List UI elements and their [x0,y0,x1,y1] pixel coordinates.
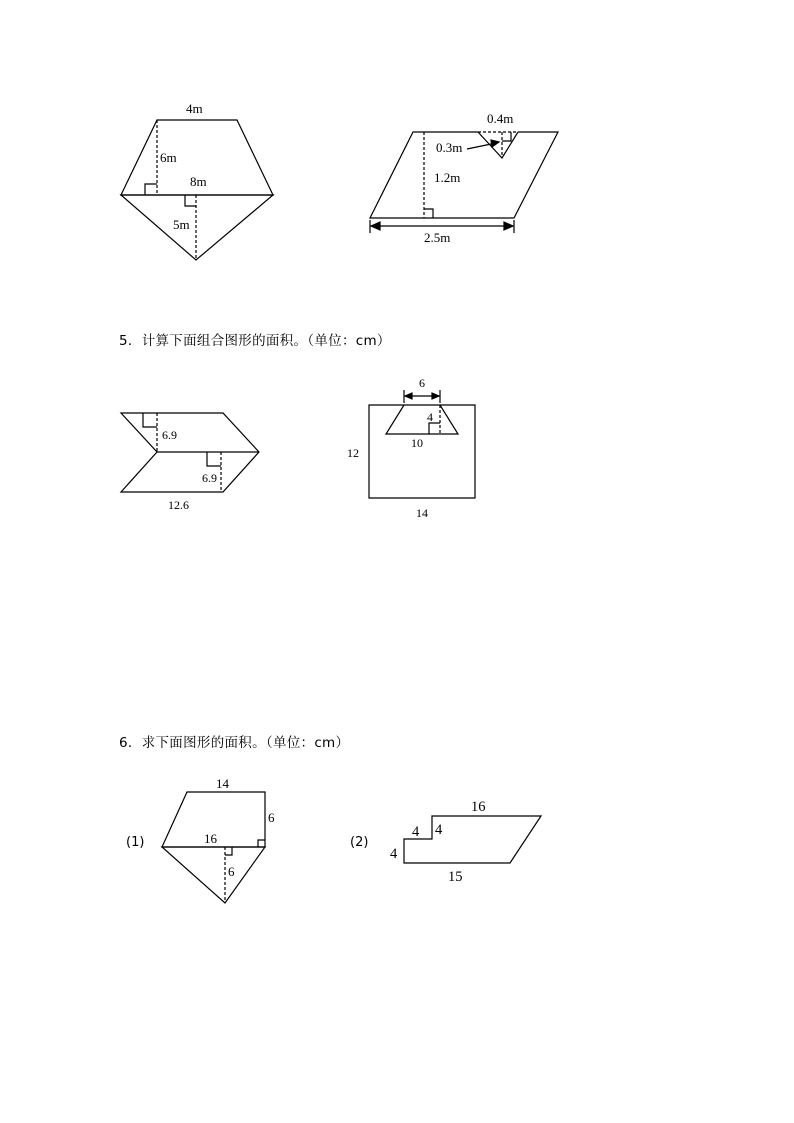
label-top: 16 [471,799,486,815]
label-height: 6 [268,810,275,825]
label-top: 4m [186,101,203,116]
label-triangle-height: 6 [228,864,235,879]
label-rect-width: 14 [416,506,428,520]
label-lower-height: 6.9 [202,471,217,485]
label-notch-width: 0.4m [487,111,514,126]
figure-2-tag: (2) [350,835,369,850]
label-top-width: 6 [419,376,425,390]
label-base: 12.6 [168,498,189,512]
label-rect-height: 12 [347,446,359,460]
label-upper-height: 6.9 [162,428,177,442]
label-middle: 16 [204,831,217,846]
label-trapezoid-height: 4 [427,410,433,424]
label-middle: 8m [190,174,207,189]
label-notch-height: 0.3m [436,140,463,155]
question-5-title: 5．计算下面组合图形的面积。（单位：cm） [119,333,391,349]
label-trapezoid-base: 10 [411,436,423,450]
question-6-title: 6．求下面图形的面积。（单位：cm） [119,735,350,751]
label-step-width: 4 [412,824,420,840]
label-height: 6m [160,150,177,165]
label-left-height: 4 [390,846,398,862]
label-top: 14 [216,776,229,791]
label-height: 1.2m [434,170,461,185]
label-triangle-height: 5m [173,217,190,232]
label-base: 2.5m [424,230,451,245]
label-step-height: 4 [435,822,443,838]
stepped-outline [404,816,541,863]
label-base: 15 [448,869,463,885]
figure-1-tag: (1) [126,835,145,850]
